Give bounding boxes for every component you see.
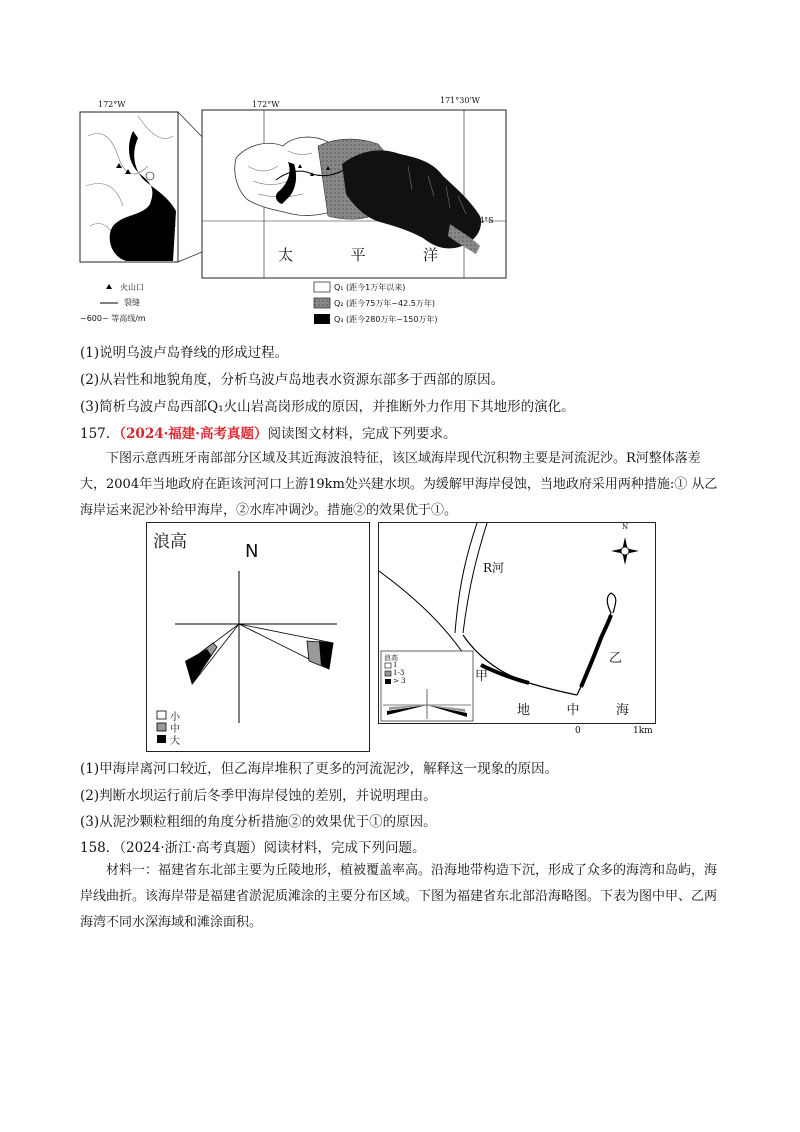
question-source: （2024·福建·高考真题） bbox=[119, 426, 268, 442]
compass-north: N bbox=[622, 523, 629, 531]
q157-item-1: (1)甲海岸离河口较近，但乙海岸堆积了更多的河流泥沙，解释这一现象的原因。 bbox=[80, 761, 559, 777]
wave-rose-title: 浪高 bbox=[153, 532, 187, 552]
lon-label-mid: 172°W bbox=[252, 100, 280, 109]
question-number: 158． bbox=[80, 840, 120, 856]
q156-item-1: (1)说明乌波卢岛脊线的形成过程。 bbox=[80, 345, 289, 361]
lon-label-left: 172°W bbox=[98, 100, 126, 109]
question-prompt: 阅读图文材料，完成下列要求。 bbox=[267, 426, 457, 442]
ocean-char: 洋 bbox=[422, 246, 438, 264]
sea-char: 地 bbox=[517, 703, 531, 718]
q157-material: 下图示意西班牙南部部分区域及其近海波浪特征，该区域海岸现代沉积物主要是河流泥沙。R河整体落差大，2004年当地政府在距该河河口上游19km处兴建水坝。为缓解甲海岸侵蚀，当地政府采用两种措施:① 从乙海岸运来泥沙补给甲海岸，②水库冲调沙。措施②的效果优于①。 bbox=[80, 451, 718, 518]
legend-fault: 裂缝 bbox=[124, 298, 140, 307]
scale-zero: 0 bbox=[575, 726, 581, 736]
q156-item-2: (2)从岩性和地貌角度，分析乌波卢岛地表水资源东部多于西部的原因。 bbox=[80, 372, 505, 388]
q156-item-3: (3)简析乌波卢岛西部Q₁火山岩高岗形成的原因，并推断外力作用下其地形的演化。 bbox=[80, 399, 575, 415]
scale-km: 1km bbox=[633, 726, 653, 736]
ocean-label bbox=[278, 244, 438, 265]
legend-q1: Q₁ (距今1万年以来) bbox=[334, 283, 406, 292]
legend-medium: 中 bbox=[170, 724, 180, 735]
wave-rose-chart bbox=[147, 523, 369, 751]
coast-map-figure bbox=[378, 522, 656, 724]
legend-small: 小 bbox=[170, 712, 180, 723]
legend-crater: 火山口 bbox=[120, 283, 144, 292]
wave-rose-figure bbox=[146, 522, 370, 752]
lat-label: 14°S bbox=[474, 216, 494, 225]
question-number: 157． bbox=[80, 426, 120, 442]
sea-char: 海 bbox=[615, 703, 629, 718]
question-prompt: 阅读材料，完成下列问题。 bbox=[263, 840, 426, 856]
legend-large: 大 bbox=[170, 736, 180, 747]
river-r-label: R河 bbox=[483, 561, 505, 575]
lon-label-right: 171°30'W bbox=[440, 96, 480, 105]
q158-material: 材料一：福建省东北部主要为丘陵地形，植被覆盖率高。沿海地带构造下沉，形成了众多的海湾和岛屿，海岸线曲折。该海岸带是福建省淤泥质滩涂的主要分布区域。下图为福建省东北部沿海略图。下表为图中甲、乙两海湾不同水深海域和滩涂面积。 bbox=[80, 863, 718, 930]
coast-jia-label: 甲 bbox=[475, 669, 489, 684]
north-label: N bbox=[245, 541, 259, 562]
q157-header bbox=[80, 424, 457, 444]
inset-legend-3: > 3 bbox=[393, 677, 406, 685]
sea-char: 中 bbox=[566, 703, 580, 718]
inset-legend-2: 1-3 bbox=[393, 669, 405, 677]
ocean-char: 太 bbox=[278, 246, 294, 264]
upolu-map bbox=[78, 96, 508, 331]
legend-contour: ~600~ 等高线/m bbox=[80, 314, 146, 323]
sea-label bbox=[517, 699, 629, 718]
legend-q3: Q₃ (距今280万年~150万年) bbox=[334, 315, 438, 324]
question-source: （2024·浙江·高考真题） bbox=[119, 840, 264, 856]
figure-upolu-island bbox=[78, 96, 508, 331]
inset-legend-1: 1 bbox=[393, 661, 398, 669]
q158-header bbox=[80, 838, 425, 858]
q157-item-2: (2)判断水坝运行前后冬季甲海岸侵蚀的差别，并说明理由。 bbox=[80, 788, 437, 804]
legend-q2: Q₂ (距今75万年~42.5万年) bbox=[334, 299, 435, 308]
ocean-char: 平 bbox=[350, 246, 366, 264]
coast-map bbox=[379, 523, 655, 723]
q157-item-3: (3)从泥沙颗粒粗细的角度分析措施②的效果优于①的原因。 bbox=[80, 814, 437, 830]
inset-title: 浪高 bbox=[384, 654, 398, 662]
coast-yi-label: 乙 bbox=[609, 651, 623, 666]
